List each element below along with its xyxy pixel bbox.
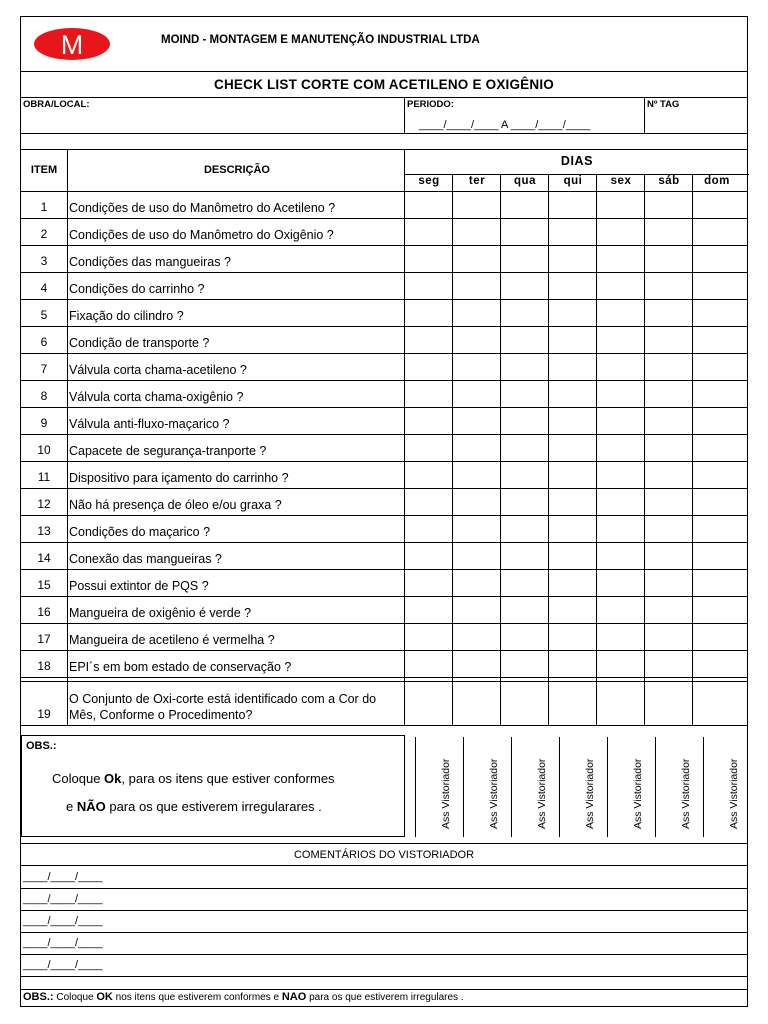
item-number: 11 <box>37 470 51 484</box>
divider <box>21 843 747 844</box>
check-cell[interactable] <box>501 570 548 596</box>
item-description: Condições das mangueiras ? <box>69 255 231 269</box>
day-sab: sáb <box>658 175 680 187</box>
check-cell[interactable] <box>645 462 692 488</box>
obs-line-1 <box>52 771 335 786</box>
signature-label-ter[interactable]: Ass Vistoriador <box>488 758 500 829</box>
check-cell[interactable] <box>549 462 596 488</box>
row-divider <box>21 488 747 489</box>
check-cell[interactable] <box>405 624 452 650</box>
item-number: 7 <box>40 362 48 376</box>
check-cell[interactable] <box>597 489 644 515</box>
divider <box>21 133 747 134</box>
item-number: 8 <box>40 389 48 403</box>
item-description: Válvula anti-fluxo-maçarico ? <box>69 417 230 431</box>
check-cell[interactable] <box>405 300 452 326</box>
row-divider <box>21 407 747 408</box>
obs-nao: NÃO <box>76 799 106 814</box>
row-divider <box>21 272 747 273</box>
item-description: Válvula corta chama-oxigênio ? <box>69 390 244 404</box>
footer-text: Coloque <box>53 992 97 1003</box>
item-number: 1 <box>40 200 48 214</box>
check-cell[interactable] <box>645 381 692 407</box>
item-number: 16 <box>37 605 51 619</box>
signature-line <box>607 737 608 837</box>
check-cell[interactable] <box>597 462 644 488</box>
footer-text: nos itens que estiverem conformes e <box>112 992 282 1003</box>
divider <box>21 865 747 866</box>
item-number: 18 <box>37 659 51 673</box>
signature-line <box>463 737 464 837</box>
check-cell[interactable] <box>645 192 692 218</box>
checklist-form <box>20 16 748 1007</box>
logo-letter: M <box>60 30 84 60</box>
check-cell[interactable] <box>453 543 500 569</box>
company-name: MOIND - MONTAGEM E MANUTENÇÃO INDUSTRIAL LTDA <box>161 34 480 46</box>
check-cell[interactable] <box>501 462 548 488</box>
check-cell[interactable] <box>597 192 644 218</box>
check-cell[interactable] <box>645 354 692 380</box>
check-cell[interactable] <box>453 570 500 596</box>
row-divider <box>21 623 747 624</box>
check-cell[interactable] <box>549 597 596 623</box>
item-description: O Conjunto de Oxi-corte está identificado com a Cor do Mês, Conforme o Procedimento? <box>69 692 377 722</box>
row-divider <box>21 299 747 300</box>
check-cell[interactable] <box>549 381 596 407</box>
item-description: Válvula corta chama-acetileno ? <box>69 363 247 377</box>
footer-label: OBS.: <box>23 991 54 1003</box>
item-description: Mangueira de oxigênio é verde ? <box>69 606 252 620</box>
obs-label: OBS.: <box>26 740 57 752</box>
check-cell[interactable] <box>405 246 452 272</box>
check-cell[interactable] <box>597 300 644 326</box>
check-cell[interactable] <box>597 408 644 434</box>
check-cell[interactable] <box>453 651 500 677</box>
item-number: 13 <box>37 524 51 538</box>
check-cell[interactable] <box>693 489 740 515</box>
check-cell[interactable] <box>549 192 596 218</box>
check-cell[interactable] <box>597 381 644 407</box>
item-description: EPI´s em bom estado de conservação ? <box>69 660 292 674</box>
check-cell[interactable] <box>645 435 692 461</box>
row-divider <box>21 380 747 381</box>
check-cell[interactable] <box>645 408 692 434</box>
periodo-field[interactable]: ____/____/____ A ____/____/____ <box>419 119 591 131</box>
divider <box>21 976 747 977</box>
check-cell[interactable] <box>405 516 452 542</box>
check-cell[interactable] <box>645 597 692 623</box>
check-cell[interactable] <box>693 516 740 542</box>
check-cell[interactable] <box>597 246 644 272</box>
divider <box>21 888 747 889</box>
item-description: Condição de transporte ? <box>69 336 210 350</box>
divider <box>644 97 645 133</box>
item-description: Dispositivo para içamento do carrinho ? <box>69 471 289 485</box>
signature-line <box>415 737 416 837</box>
row-divider <box>21 245 747 246</box>
signature-label-qua[interactable]: Ass Vistoriador <box>536 758 548 829</box>
signature-label-dom[interactable]: Ass Vistoriador <box>728 758 740 829</box>
check-cell[interactable] <box>405 381 452 407</box>
check-cell[interactable] <box>501 408 548 434</box>
signature-line <box>703 737 704 837</box>
row-divider <box>21 461 747 462</box>
form-title: CHECK LIST CORTE COM ACETILENO E OXIGÊNIO <box>214 77 554 92</box>
row-divider <box>21 434 747 435</box>
check-cell[interactable] <box>453 624 500 650</box>
check-cell[interactable] <box>501 354 548 380</box>
check-cell[interactable] <box>453 408 500 434</box>
check-cell[interactable] <box>405 489 452 515</box>
check-cell[interactable] <box>405 462 452 488</box>
check-cell[interactable] <box>405 651 452 677</box>
row-divider <box>21 569 747 570</box>
check-cell[interactable] <box>501 192 548 218</box>
check-cell[interactable] <box>501 273 548 299</box>
check-cell[interactable] <box>453 489 500 515</box>
divider <box>21 149 747 150</box>
day-ter: ter <box>468 175 486 187</box>
check-cell[interactable] <box>693 246 740 272</box>
check-cell[interactable] <box>693 300 740 326</box>
check-cell[interactable] <box>549 327 596 353</box>
check-cell[interactable] <box>405 192 452 218</box>
check-cell[interactable] <box>549 543 596 569</box>
check-cell[interactable] <box>453 435 500 461</box>
check-cell[interactable] <box>645 489 692 515</box>
check-cell[interactable] <box>405 543 452 569</box>
check-cell[interactable] <box>501 246 548 272</box>
description-header: DESCRIÇÃO <box>203 164 270 176</box>
item-description: Condições do carrinho ? <box>69 282 205 296</box>
day-qui: qui <box>563 175 583 187</box>
check-cell[interactable] <box>501 597 548 623</box>
item-description: Não há presença de óleo e/ou graxa ? <box>69 498 282 512</box>
check-cell[interactable] <box>453 219 500 245</box>
check-cell[interactable] <box>453 597 500 623</box>
signature-label-sex[interactable]: Ass Vistoriador <box>632 758 644 829</box>
row-divider <box>21 218 747 219</box>
check-cell[interactable] <box>453 192 500 218</box>
item-number: 2 <box>40 227 48 241</box>
check-cell[interactable] <box>645 300 692 326</box>
item-number: 15 <box>37 578 51 592</box>
check-cell[interactable] <box>597 273 644 299</box>
check-cell[interactable] <box>597 597 644 623</box>
item-description: Mangueira de acetileno é vermelha ? <box>69 633 275 647</box>
item-header: ITEM <box>30 164 58 176</box>
footer-note <box>23 991 464 1003</box>
check-cell[interactable] <box>501 300 548 326</box>
check-cell[interactable] <box>453 300 500 326</box>
obs-text: , para os itens que estiver conformes <box>121 771 335 786</box>
check-cell[interactable] <box>645 570 692 596</box>
divider <box>67 149 68 725</box>
obs-text: para os que estiverem irregularares . <box>105 799 322 814</box>
check-cell[interactable] <box>405 597 452 623</box>
check-cell[interactable] <box>549 489 596 515</box>
check-cell[interactable] <box>693 543 740 569</box>
item-number: 5 <box>40 308 48 322</box>
check-cell[interactable] <box>405 327 452 353</box>
check-cell[interactable] <box>549 246 596 272</box>
check-cell[interactable] <box>405 570 452 596</box>
days-header: DIAS <box>560 154 594 168</box>
check-cell[interactable] <box>693 192 740 218</box>
check-cell[interactable] <box>693 651 740 677</box>
check-cell[interactable] <box>501 381 548 407</box>
divider <box>404 97 405 133</box>
check-cell[interactable] <box>597 219 644 245</box>
divider <box>21 932 747 933</box>
check-cell[interactable] <box>453 516 500 542</box>
day-seg: seg <box>418 175 440 187</box>
check-cell[interactable] <box>549 435 596 461</box>
divider <box>21 989 747 990</box>
check-cell[interactable] <box>645 543 692 569</box>
divider <box>21 954 747 955</box>
check-cell[interactable] <box>501 624 548 650</box>
tag-label: Nº TAG <box>647 99 680 110</box>
item-number: 6 <box>40 335 48 349</box>
row-divider <box>21 596 747 597</box>
check-cell[interactable] <box>405 354 452 380</box>
item-number: 17 <box>37 632 51 646</box>
company-logo <box>33 27 111 61</box>
comment-line-1[interactable]: ____/____/____ <box>23 871 103 883</box>
row-divider <box>21 650 747 651</box>
check-cell[interactable] <box>501 489 548 515</box>
divider <box>21 97 747 98</box>
check-cell[interactable] <box>549 219 596 245</box>
obs-box <box>21 735 405 837</box>
check-cell[interactable] <box>693 408 740 434</box>
check-cell[interactable] <box>501 651 548 677</box>
check-cell[interactable] <box>549 408 596 434</box>
item-number: 4 <box>40 281 48 295</box>
item-description: Possui extintor de PQS ? <box>69 579 209 593</box>
obs-text: e <box>66 799 77 814</box>
check-cell[interactable] <box>549 516 596 542</box>
check-cell[interactable] <box>549 651 596 677</box>
day-qua: qua <box>514 175 536 187</box>
item-description: Condições de uso do Manômetro do Oxigênio ? <box>69 228 334 242</box>
check-cell[interactable] <box>501 435 548 461</box>
item-number: 14 <box>37 551 51 565</box>
divider <box>21 910 747 911</box>
check-cell[interactable] <box>501 327 548 353</box>
day-dom: dom <box>704 175 730 187</box>
item-number: 3 <box>40 254 48 268</box>
signature-line <box>559 737 560 837</box>
signature-line <box>655 737 656 837</box>
row-divider <box>21 191 747 192</box>
check-cell[interactable] <box>645 327 692 353</box>
check-cell[interactable] <box>549 624 596 650</box>
row-divider <box>21 681 747 682</box>
signature-label-qui[interactable]: Ass Vistoriador <box>584 758 596 829</box>
check-cell[interactable] <box>405 273 452 299</box>
check-cell[interactable] <box>549 300 596 326</box>
check-cell[interactable] <box>549 273 596 299</box>
obs-text: Coloque <box>52 771 105 786</box>
check-cell[interactable] <box>597 354 644 380</box>
check-cell[interactable] <box>597 624 644 650</box>
check-cell[interactable] <box>693 462 740 488</box>
check-cell[interactable] <box>597 516 644 542</box>
signature-line <box>511 737 512 837</box>
check-cell[interactable] <box>693 624 740 650</box>
check-cell[interactable] <box>693 435 740 461</box>
check-cell[interactable] <box>693 327 740 353</box>
check-cell[interactable] <box>645 273 692 299</box>
check-cell[interactable] <box>693 273 740 299</box>
row-divider <box>21 515 747 516</box>
item-description: Fixação do cilindro ? <box>69 309 184 323</box>
item-description: Condições do maçarico ? <box>69 525 211 539</box>
check-cell[interactable] <box>597 327 644 353</box>
divider <box>21 71 747 72</box>
check-cell[interactable] <box>693 597 740 623</box>
check-cell[interactable] <box>597 651 644 677</box>
row-divider <box>21 326 747 327</box>
check-cell[interactable] <box>549 354 596 380</box>
signature-label-seg[interactable]: Ass Vistoriador <box>440 758 452 829</box>
signature-label-sab[interactable]: Ass Vistoriador <box>680 758 692 829</box>
comment-line-5[interactable]: ____/____/____ <box>23 959 103 971</box>
check-cell[interactable] <box>645 246 692 272</box>
comments-title: COMENTÁRIOS DO VISTORIADOR <box>293 849 475 861</box>
row-divider <box>21 542 747 543</box>
footer-text: para os que estiverem irregulares . <box>306 992 464 1003</box>
check-cell[interactable] <box>645 516 692 542</box>
check-cell[interactable] <box>453 273 500 299</box>
check-cell[interactable] <box>693 381 740 407</box>
check-cell[interactable] <box>405 408 452 434</box>
check-cell[interactable] <box>597 543 644 569</box>
comment-line-4[interactable]: ____/____/____ <box>23 937 103 949</box>
check-cell[interactable] <box>453 354 500 380</box>
comment-line-3[interactable]: ____/____/____ <box>23 915 103 927</box>
check-cell[interactable] <box>645 651 692 677</box>
check-cell[interactable] <box>501 516 548 542</box>
row-divider <box>21 725 747 726</box>
footer-nao: NAO <box>281 991 307 1003</box>
check-cell[interactable] <box>453 381 500 407</box>
item-number: 12 <box>37 497 51 511</box>
check-cell[interactable] <box>453 462 500 488</box>
check-cell[interactable] <box>597 435 644 461</box>
check-cell[interactable] <box>597 570 644 596</box>
check-cell[interactable] <box>645 624 692 650</box>
check-cell[interactable] <box>501 219 548 245</box>
check-cell[interactable] <box>453 246 500 272</box>
obra-local-label: OBRA/LOCAL: <box>23 99 90 110</box>
item-description: Conexão das mangueiras ? <box>69 552 222 566</box>
check-cell[interactable] <box>645 219 692 245</box>
day-sex: sex <box>610 175 632 187</box>
periodo-label: PERIODO: <box>407 99 454 110</box>
item-description: Condições de uso do Manômetro do Acetileno ? <box>69 201 336 215</box>
item-number: 19 <box>37 707 51 721</box>
check-cell[interactable] <box>693 570 740 596</box>
check-cell[interactable] <box>549 570 596 596</box>
obs-ok: Ok <box>104 771 122 786</box>
check-cell[interactable] <box>693 219 740 245</box>
obs-line-2 <box>66 799 322 814</box>
check-cell[interactable] <box>405 219 452 245</box>
check-cell[interactable] <box>693 354 740 380</box>
check-cell[interactable] <box>501 543 548 569</box>
check-cell[interactable] <box>405 435 452 461</box>
item-number: 9 <box>40 416 48 430</box>
row-divider <box>21 677 747 678</box>
row-divider <box>21 353 747 354</box>
footer-ok: OK <box>96 991 113 1003</box>
item-description: Capacete de segurança-tranporte ? <box>69 444 267 458</box>
check-cell[interactable] <box>453 327 500 353</box>
comment-line-2[interactable]: ____/____/____ <box>23 893 103 905</box>
item-number: 10 <box>37 443 51 457</box>
